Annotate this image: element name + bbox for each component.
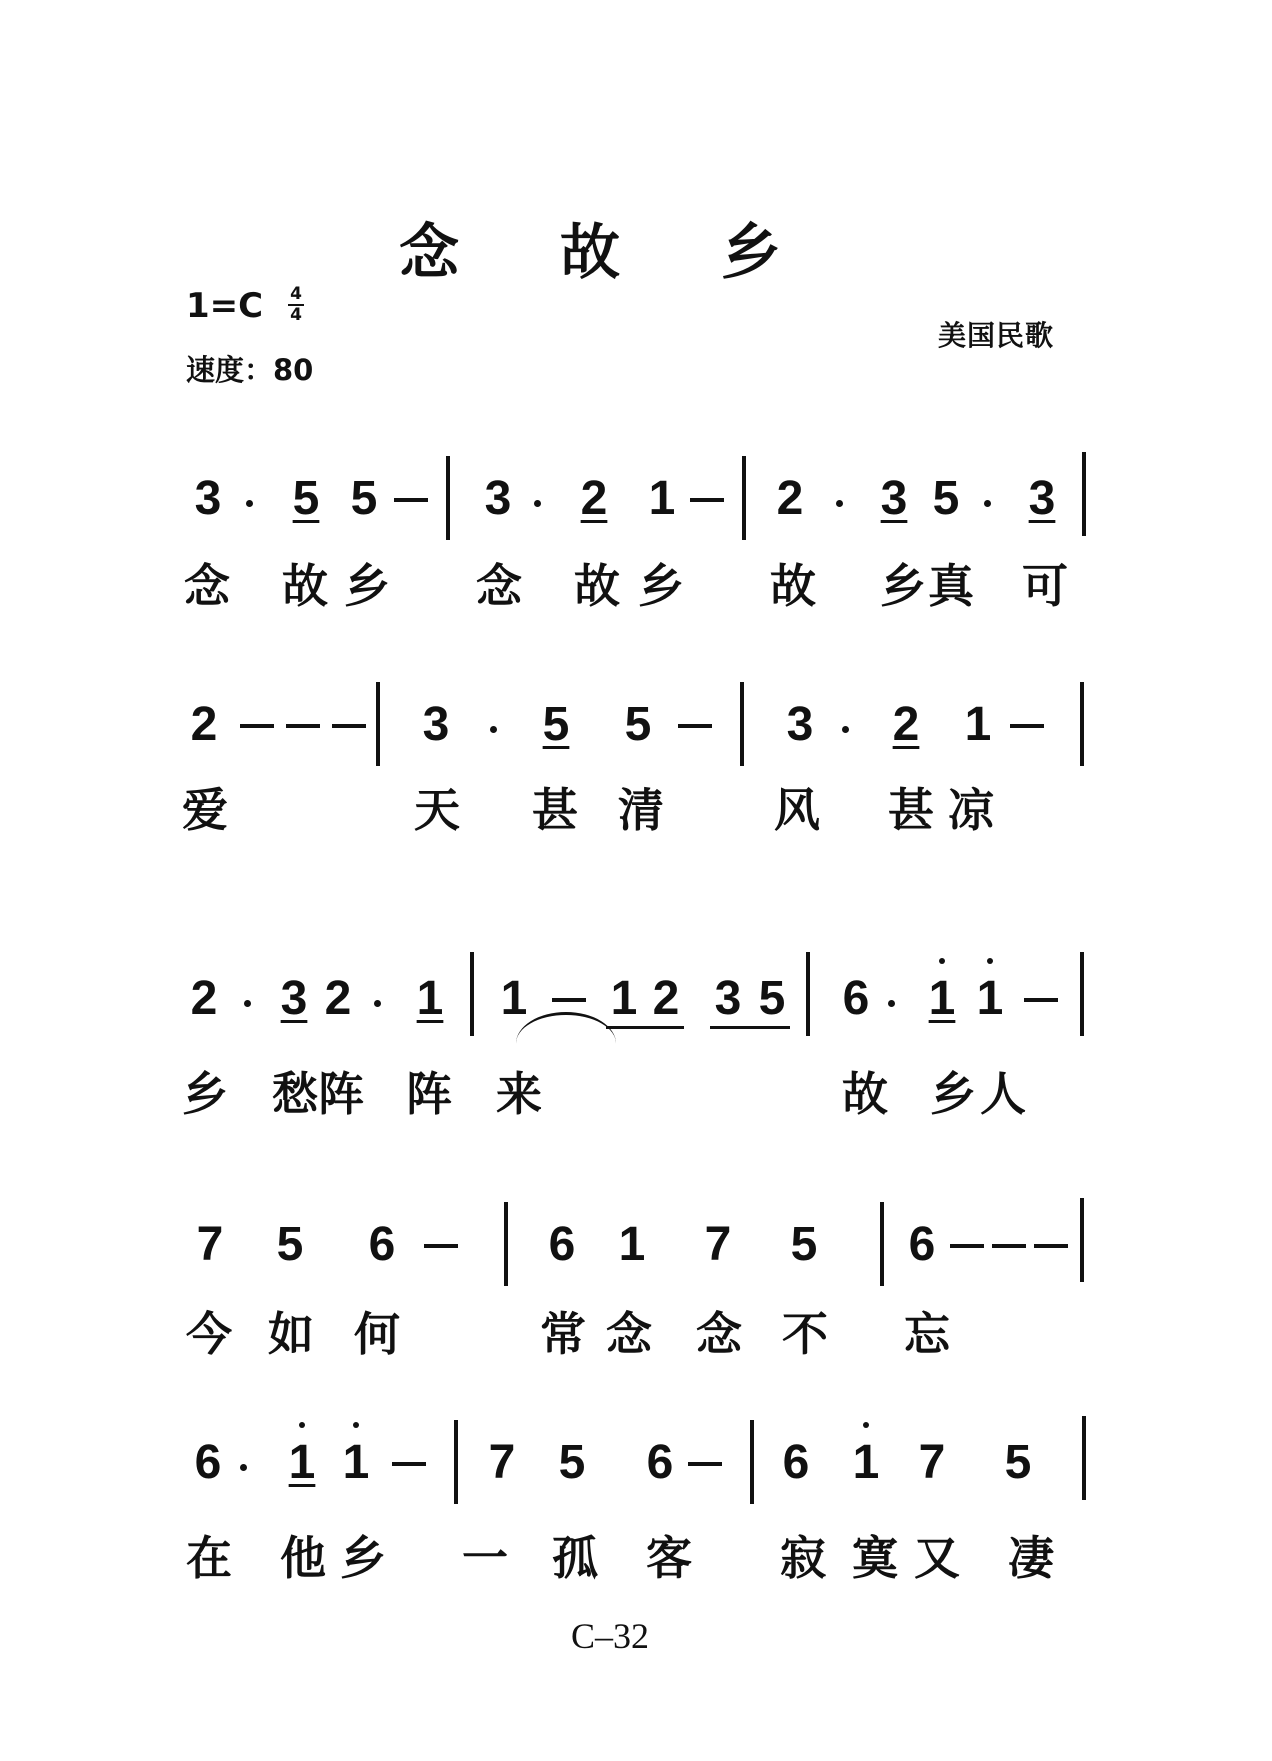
lyric: 乡 [344, 559, 390, 613]
note: 6 [782, 1436, 810, 1489]
lyric: 一 [462, 1531, 508, 1585]
note: 6 [194, 1436, 222, 1489]
lyric: 故 [282, 559, 328, 613]
note: 3 [280, 972, 308, 1025]
lyric: 故 [770, 559, 816, 613]
extension-dash [688, 1462, 722, 1466]
augmentation-dot [836, 500, 843, 507]
note: 1 [610, 972, 638, 1025]
lyric: 在 [186, 1531, 232, 1585]
note: 6 [548, 1218, 576, 1271]
note: 2 [580, 472, 608, 525]
lyric: 如 [268, 1307, 314, 1361]
time-top: 4 [290, 284, 302, 304]
time-bottom: 4 [290, 305, 302, 325]
high-octave-dot [299, 1422, 305, 1428]
bar-line [1082, 1416, 1086, 1500]
lyric: 乡 [638, 559, 684, 613]
note: 6 [908, 1218, 936, 1271]
lyric: 他 [280, 1531, 326, 1585]
bar-line [1080, 682, 1084, 766]
augmentation-dot [246, 500, 253, 507]
extension-dash [394, 498, 428, 502]
extension-dash [690, 498, 724, 502]
song-title: 念 故 乡 [399, 218, 821, 288]
note: 1 [852, 1436, 880, 1489]
note: 2 [776, 472, 804, 525]
lyric: 故 [842, 1067, 888, 1121]
note: 2 [190, 698, 218, 751]
note: 7 [918, 1436, 946, 1489]
bar-line [470, 952, 474, 1036]
high-octave-dot [863, 1422, 869, 1428]
note: 6 [368, 1218, 396, 1271]
extension-dash [1024, 998, 1058, 1002]
lyric: 可 [1022, 559, 1068, 613]
high-octave-dot [353, 1422, 359, 1428]
beam [710, 1026, 790, 1029]
lyric: 念 [476, 559, 522, 613]
note: 5 [790, 1218, 818, 1271]
lyric: 凉 [948, 783, 994, 837]
note: 5 [624, 698, 652, 751]
note: 3 [714, 972, 742, 1025]
bar-line [1082, 452, 1086, 536]
time-signature [288, 286, 304, 324]
lyric: 念 [606, 1307, 652, 1361]
lyric: 客 [646, 1531, 692, 1585]
note: 6 [842, 972, 870, 1025]
bar-line [742, 456, 746, 540]
note: 3 [1028, 472, 1056, 525]
lyric: 何 [354, 1307, 400, 1361]
staff-row-1 [0, 470, 1272, 690]
note: 1 [288, 1436, 316, 1489]
bar-line [750, 1420, 754, 1504]
note: 7 [196, 1218, 224, 1271]
lyric: 今 [186, 1307, 232, 1361]
lyric: 不 [782, 1307, 828, 1361]
lyric: 乡 [880, 559, 926, 613]
note: 3 [880, 472, 908, 525]
note: 1 [648, 472, 676, 525]
extension-dash [950, 1244, 984, 1248]
note: 3 [422, 698, 450, 751]
note: 3 [194, 472, 222, 525]
note: 6 [646, 1436, 674, 1489]
staff-row-2 [0, 696, 1272, 916]
lyric: 孤 [552, 1531, 598, 1585]
note: 5 [292, 472, 320, 525]
augmentation-dot [244, 1000, 251, 1007]
lyric: 寂 [780, 1531, 826, 1585]
augmentation-dot [888, 1000, 895, 1007]
lyric: 爱 [182, 783, 228, 837]
note: 7 [704, 1218, 732, 1271]
extension-dash [1010, 724, 1044, 728]
bar-line [504, 1202, 508, 1286]
note: 1 [416, 972, 444, 1025]
augmentation-dot [842, 726, 849, 733]
note: 5 [1004, 1436, 1032, 1489]
note: 2 [324, 972, 352, 1025]
lyric: 真 [928, 559, 974, 613]
extension-dash [1034, 1244, 1068, 1248]
lyric: 人 [980, 1067, 1026, 1121]
beam [606, 1026, 684, 1029]
extension-dash [424, 1244, 458, 1248]
note: 5 [558, 1436, 586, 1489]
bar-line [376, 682, 380, 766]
bar-line [806, 952, 810, 1036]
lyric: 甚 [888, 783, 934, 837]
lyric: 寞 [852, 1531, 898, 1585]
lyric: 常 [540, 1307, 586, 1361]
lyric: 又 [914, 1531, 960, 1585]
lyric: 天 [414, 783, 460, 837]
staff-row-3 [0, 970, 1272, 1190]
lyric: 忘 [904, 1307, 950, 1361]
note: 2 [190, 972, 218, 1025]
note: 5 [276, 1218, 304, 1271]
extension-dash [240, 724, 274, 728]
lyric: 乡 [930, 1067, 976, 1121]
bar-line [1080, 1198, 1084, 1282]
bar-line [1080, 952, 1084, 1036]
extension-dash [392, 1462, 426, 1466]
note: 1 [618, 1218, 646, 1271]
lyric: 甚 [532, 783, 578, 837]
augmentation-dot [490, 726, 497, 733]
lyric: 愁 [272, 1067, 318, 1121]
lyric: 凄 [1008, 1531, 1054, 1585]
extension-dash [552, 998, 586, 1002]
note: 1 [964, 698, 992, 751]
key-signature [186, 284, 302, 326]
note: 5 [932, 472, 960, 525]
high-octave-dot [987, 958, 993, 964]
note: 1 [976, 972, 1004, 1025]
tempo-marking: 速度：80 [186, 353, 314, 387]
note: 5 [758, 972, 786, 1025]
page-number: C–32 [570, 1616, 649, 1656]
lyric: 乡 [340, 1531, 386, 1585]
augmentation-dot [984, 500, 991, 507]
augmentation-dot [374, 1000, 381, 1007]
extension-dash [286, 724, 320, 728]
note: 2 [652, 972, 680, 1025]
lyric: 阵 [318, 1067, 364, 1121]
extension-dash [992, 1244, 1026, 1248]
bar-line [740, 682, 744, 766]
high-octave-dot [939, 958, 945, 964]
lyric: 乡 [182, 1067, 228, 1121]
lyric: 阵 [406, 1067, 452, 1121]
lyric: 念 [184, 559, 230, 613]
bar-line [446, 456, 450, 540]
lyric: 念 [696, 1307, 742, 1361]
note: 3 [484, 472, 512, 525]
lyric: 清 [618, 783, 664, 837]
augmentation-dot [534, 500, 541, 507]
extension-dash [332, 724, 366, 728]
key-label: 1=C [186, 286, 264, 326]
note: 5 [542, 698, 570, 751]
extension-dash [678, 724, 712, 728]
note: 7 [488, 1436, 516, 1489]
note: 1 [500, 972, 528, 1025]
note: 5 [350, 472, 378, 525]
lyric: 故 [574, 559, 620, 613]
staff-row-4 [0, 1216, 1272, 1436]
song-source: 美国民歌 [938, 319, 1055, 352]
note: 1 [342, 1436, 370, 1489]
note: 2 [892, 698, 920, 751]
bar-line [454, 1420, 458, 1504]
bar-line [880, 1202, 884, 1286]
note: 3 [786, 698, 814, 751]
augmentation-dot [240, 1464, 247, 1471]
lyric: 风 [774, 783, 820, 837]
note: 1 [928, 972, 956, 1025]
lyric: 来 [496, 1067, 542, 1121]
